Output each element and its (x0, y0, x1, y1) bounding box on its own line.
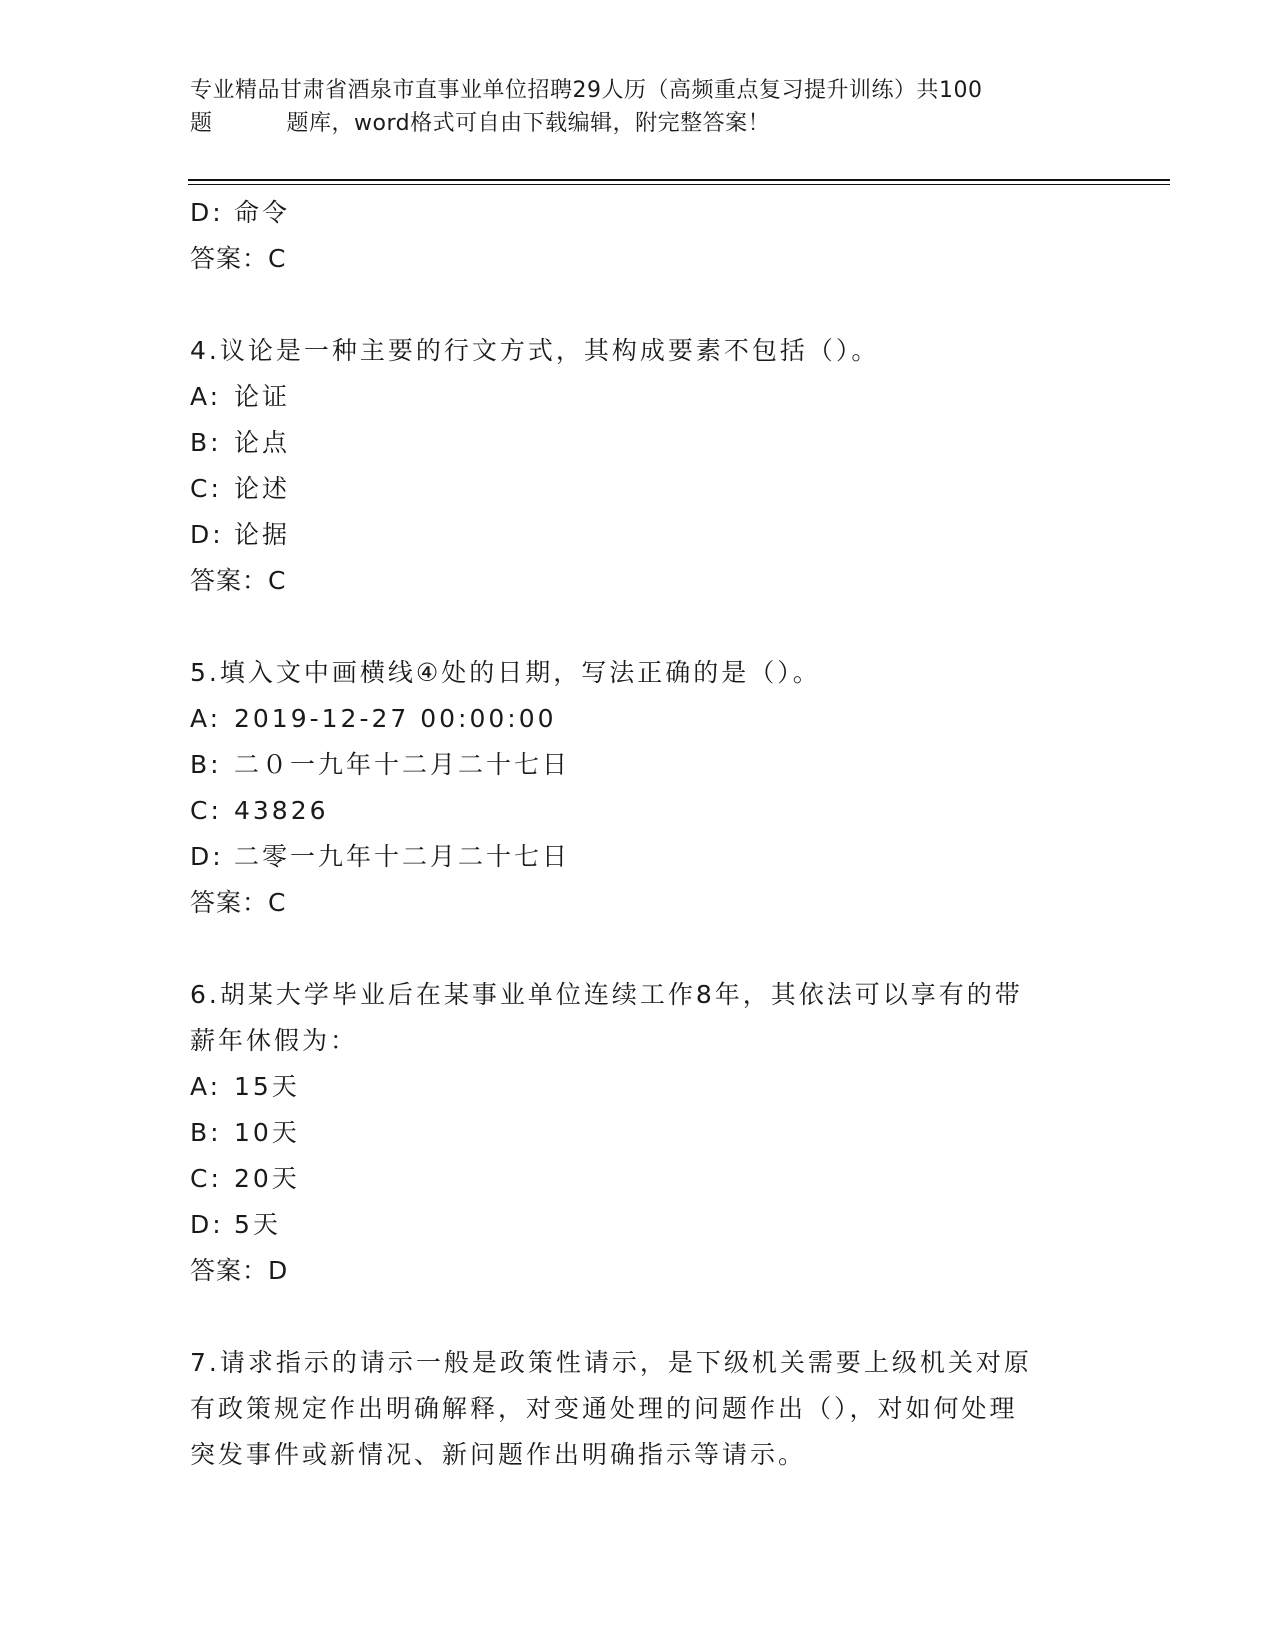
question-text-line: 突发事件或新情况、新问题作出明确指示等请示。 (190, 1440, 807, 1469)
option-key: B: (190, 1118, 222, 1147)
header-line-2b: 题库，word格式可自由下载编辑，附完整答案！ (286, 111, 771, 136)
option-d (190, 1202, 1090, 1248)
question-text-line: 薪年休假为： (190, 1026, 359, 1055)
option-text: 5天 (234, 1210, 281, 1239)
option-c (190, 788, 1090, 834)
question-text (190, 972, 1070, 1064)
document-header (190, 74, 1090, 140)
header-line-2 (190, 107, 1090, 140)
question-7 (190, 1340, 1090, 1478)
question-5 (190, 650, 1090, 926)
option-key: D: (190, 1210, 224, 1239)
option-key: D: (190, 842, 224, 871)
option-a (190, 374, 1090, 420)
option-text: 43826 (234, 796, 329, 825)
option-text: 论点 (234, 428, 291, 457)
option-key: B: (190, 750, 222, 779)
option-b (190, 742, 1090, 788)
option-key: C: (190, 474, 222, 503)
option-key: A: (190, 1072, 222, 1101)
question-4 (190, 328, 1090, 604)
question-text-line: 7.请求指示的请示一般是政策性请示，是下级机关需要上级机关对原 (190, 1348, 1032, 1377)
option-text: 论证 (234, 382, 291, 411)
header-rule-thick (188, 179, 1170, 181)
answer: 答案：C (190, 566, 287, 595)
option-key: D: (190, 520, 224, 549)
option-text: 命令 (234, 198, 291, 227)
question-6 (190, 972, 1090, 1294)
header-line-1: 专业精品甘肃省酒泉市直事业单位招聘29人历（高频重点复习提升训练）共100 (190, 78, 983, 103)
option-b (190, 420, 1090, 466)
option-text: 论述 (234, 474, 291, 503)
option-key: B: (190, 428, 222, 457)
option-a (190, 696, 1090, 742)
question-text (190, 1340, 1070, 1478)
option-text: 15天 (234, 1072, 300, 1101)
question-text-line: 有政策规定作出明确解释，对变通处理的问题作出（），对如何处理 (190, 1394, 1018, 1423)
option-c (190, 1156, 1090, 1202)
document-body (190, 190, 1090, 1478)
option-text: 二０一九年十二月二十七日 (234, 750, 571, 779)
option-text: 二零一九年十二月二十七日 (234, 842, 571, 871)
option-b (190, 1110, 1090, 1156)
option-d (190, 834, 1090, 880)
option-a (190, 1064, 1090, 1110)
header-line-2a: 题 (190, 111, 213, 136)
question-text: 5.填入文中画横线④处的日期，写法正确的是（）。 (190, 658, 821, 687)
answer: 答案：C (190, 244, 287, 273)
option-text: 20天 (234, 1164, 300, 1193)
option-text: 论据 (234, 520, 291, 549)
question-text-line: 6.胡某大学毕业后在某事业单位连续工作8年，其依法可以享有的带 (190, 980, 1023, 1009)
option-key: A: (190, 704, 222, 733)
question-text: 4.议论是一种主要的行文方式，其构成要素不包括（）。 (190, 336, 880, 365)
answer: 答案：C (190, 888, 287, 917)
previous-question-tail (190, 190, 1090, 282)
option-c (190, 466, 1090, 512)
header-rule-thin (188, 184, 1170, 185)
option-text: 2019-12-27 00:00:00 (234, 704, 557, 733)
answer: 答案：D (190, 1256, 289, 1285)
option-key: A: (190, 382, 222, 411)
option-key: D: (190, 198, 224, 227)
option-key: C: (190, 1164, 222, 1193)
option-key: C: (190, 796, 222, 825)
option-d (190, 190, 1090, 236)
option-text: 10天 (234, 1118, 300, 1147)
option-d (190, 512, 1090, 558)
